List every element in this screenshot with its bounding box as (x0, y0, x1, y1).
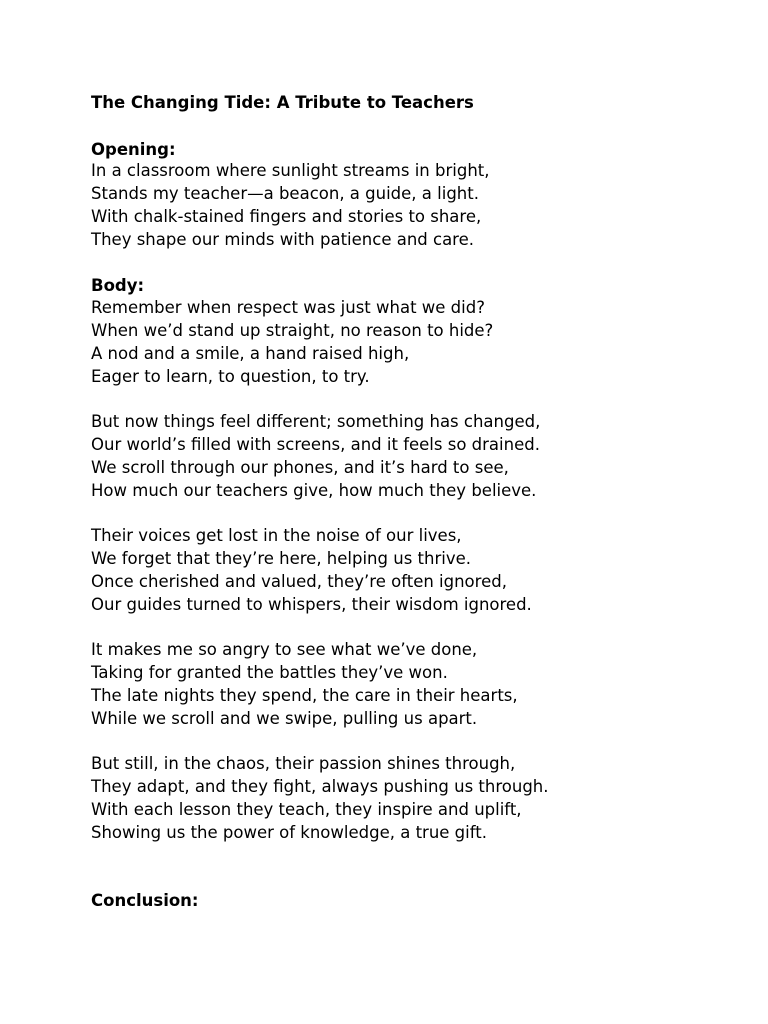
poem-line: Taking for granted the battles they’ve won. (91, 662, 448, 682)
poem-line: While we scroll and we swipe, pulling us apart. (91, 708, 478, 728)
poem-line: They shape our minds with patience and care. (91, 229, 474, 249)
body-stanza-2 (91, 411, 540, 503)
conclusion-heading: Conclusion: (91, 891, 199, 910)
poem-line: But now things feel different; something has changed, (91, 412, 541, 431)
body-stanza-4 (91, 639, 518, 731)
poem-line: With each lesson they teach, they inspire and uplift, (91, 799, 522, 819)
poem-line: It makes me so angry to see what we’ve done, (91, 640, 478, 659)
poem-line: The late nights they spend, the care in their hearts, (91, 685, 518, 705)
poem-line: Their voices get lost in the noise of our lives, (91, 526, 462, 545)
body-stanza-1 (91, 297, 493, 389)
poem-line: With chalk-stained fingers and stories to share, (91, 206, 482, 226)
document-title: The Changing Tide: A Tribute to Teachers (91, 93, 474, 112)
opening-heading: Opening: (91, 140, 176, 159)
poem-line: But still, in the chaos, their passion shines through, (91, 754, 516, 773)
poem-line: Our guides turned to whispers, their wisdom ignored. (91, 594, 532, 614)
poem-line: In a classroom where sunlight streams in bright, (91, 161, 490, 180)
opening-stanza (91, 160, 490, 252)
poem-line: Showing us the power of knowledge, a true gift. (91, 822, 487, 842)
poem-line: Remember when respect was just what we did? (91, 298, 485, 317)
poem-line: We forget that they’re here, helping us thrive. (91, 548, 471, 568)
poem-line: We scroll through our phones, and it’s hard to see, (91, 457, 509, 477)
poem-line: A nod and a smile, a hand raised high, (91, 343, 410, 363)
body-heading: Body: (91, 276, 145, 295)
poem-line: Our world’s filled with screens, and it feels so drained. (91, 434, 540, 454)
poem-line: They adapt, and they fight, always pushing us through. (91, 776, 549, 796)
poem-line: Eager to learn, to question, to try. (91, 366, 370, 386)
body-stanza-3 (91, 525, 532, 617)
body-stanza-5 (91, 753, 549, 845)
poem-line: Stands my teacher—a beacon, a guide, a light. (91, 183, 479, 203)
poem-line: When we’d stand up straight, no reason to hide? (91, 320, 494, 340)
poem-line: Once cherished and valued, they’re often ignored, (91, 571, 507, 591)
poem-line: How much our teachers give, how much they believe. (91, 480, 537, 500)
